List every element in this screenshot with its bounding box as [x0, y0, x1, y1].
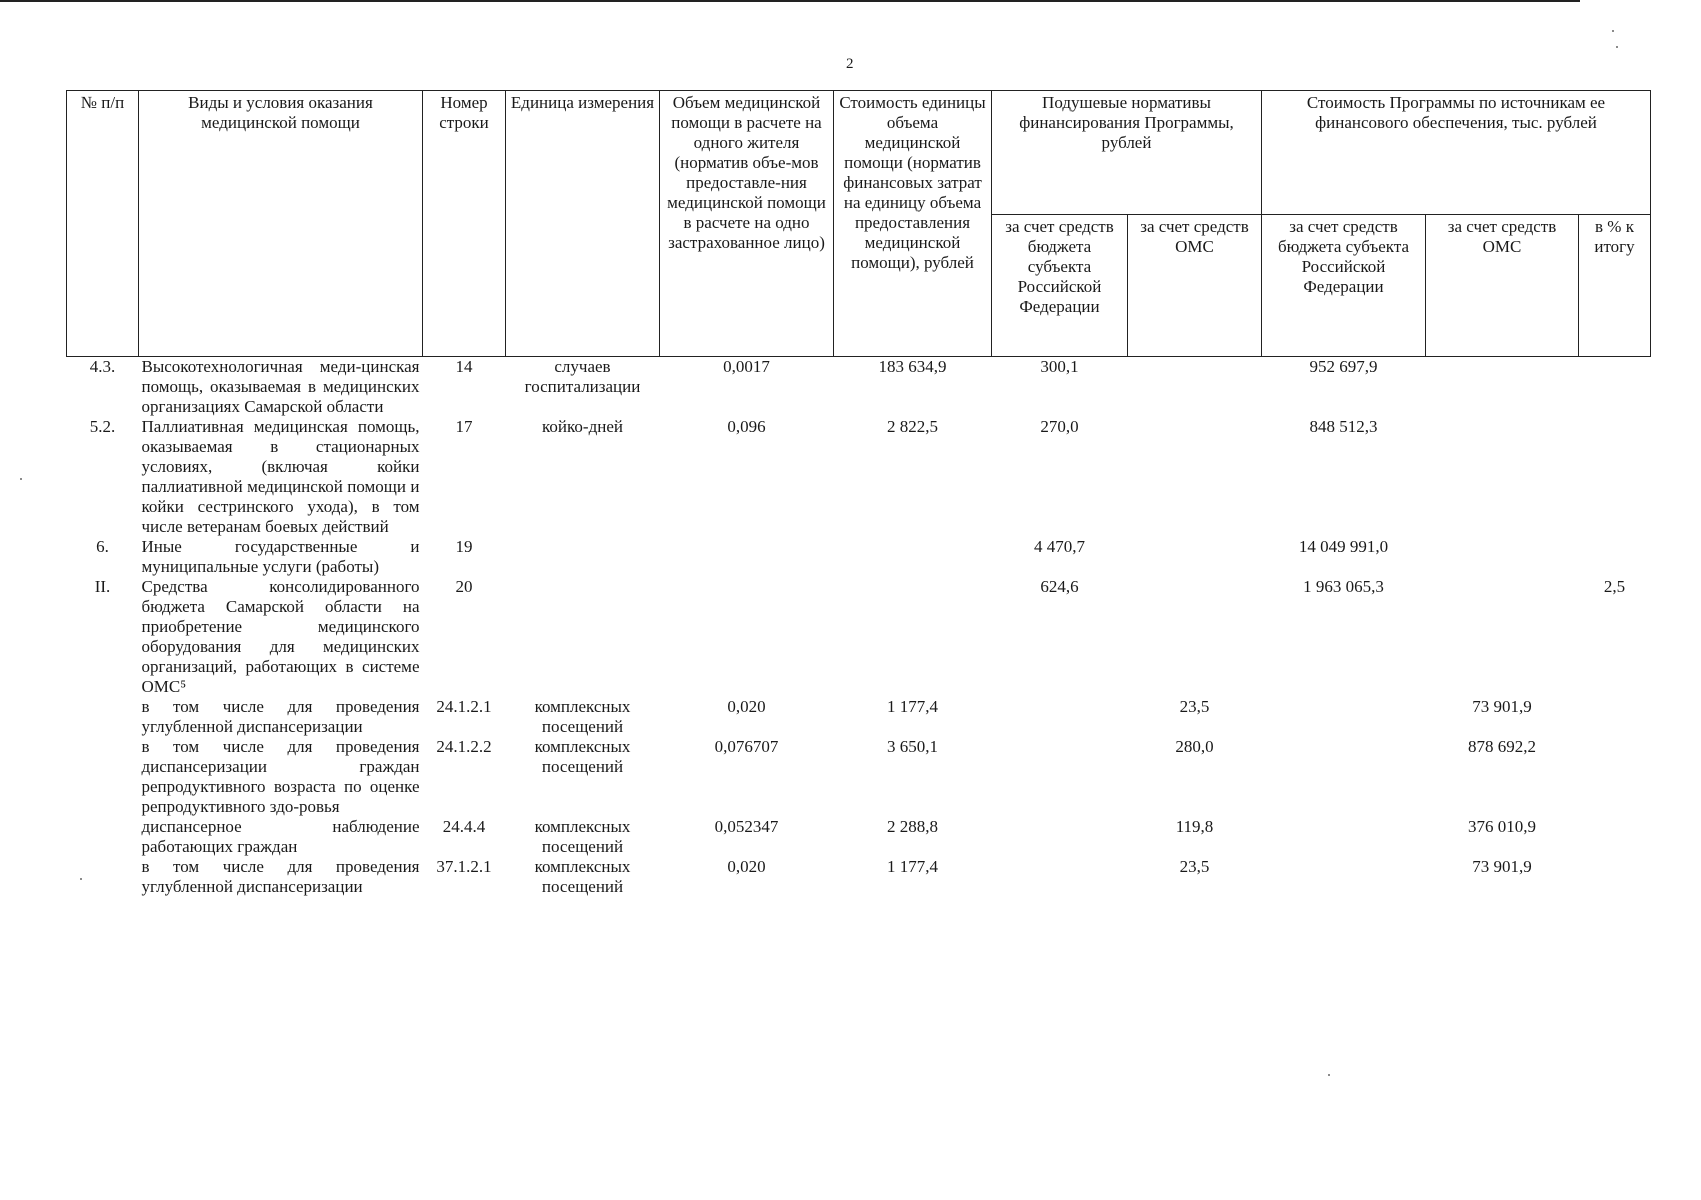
row-pr-budget: 1 963 065,3: [1303, 577, 1384, 596]
row-name: Иные государственные и муниципальные услуги (работы): [141, 537, 420, 576]
row-pr-oms: [1426, 537, 1579, 577]
row-pc-budget: [992, 737, 1128, 817]
row-name: Средства консолидированного бюджета Самарской области на приобретение медицинского оборудования для медицинских организаций, работающих в системе ОМС⁵: [141, 577, 420, 696]
row-line-no: 20: [455, 577, 473, 596]
table-row: [67, 737, 1651, 817]
row-num: II.: [94, 577, 111, 596]
row-cost: 1 177,4: [887, 857, 938, 876]
row-cost: [834, 577, 992, 697]
row-name: в том числе для проведения углубленной диспансеризации: [141, 857, 420, 896]
row-cost: [834, 537, 992, 577]
page-number: 2: [846, 56, 854, 72]
row-pct: [1579, 817, 1651, 857]
row-pc-oms: 119,8: [1175, 817, 1214, 836]
header-cost-unit: Стоимость единицы объема медицинской помощи (норматив финансовых затрат на единицу объема предоставления медицинской помощи), рублей: [834, 91, 992, 357]
table-row: [67, 417, 1651, 537]
row-pct: [1579, 417, 1651, 537]
row-unit: [506, 577, 660, 697]
header-pc-oms: за счет средств ОМС: [1128, 215, 1262, 357]
row-cost: 2 288,8: [887, 817, 938, 836]
row-unit: [506, 537, 660, 577]
row-cost: 183 634,9: [878, 357, 947, 376]
row-unit: комплексных посещений: [534, 737, 631, 776]
table-row: [67, 697, 1651, 737]
row-volume: [660, 537, 834, 577]
row-pc-oms: [1128, 417, 1262, 537]
row-unit: комплексных посещений: [534, 817, 631, 856]
row-line-no: 37.1.2.1: [436, 857, 492, 876]
row-pr-budget: 848 512,3: [1309, 417, 1378, 436]
row-pr-budget: [1262, 697, 1426, 737]
row-pc-budget: 624,6: [1040, 577, 1079, 596]
row-line-no: 24.1.2.1: [436, 697, 492, 716]
row-pr-budget: [1262, 857, 1426, 897]
row-volume: 0,076707: [714, 737, 779, 756]
header-pr-oms: за счет средств ОМС: [1426, 215, 1579, 357]
row-pr-oms: 376 010,9: [1468, 817, 1536, 836]
row-volume: 0,052347: [714, 817, 779, 836]
row-unit: комплексных посещений: [534, 697, 631, 736]
row-num: [67, 817, 139, 857]
program-cost-table: [66, 90, 1651, 897]
row-pc-oms: 23,5: [1179, 697, 1210, 716]
top-edge-line: [0, 0, 1580, 2]
row-pr-oms: 73 901,9: [1472, 697, 1532, 716]
row-pc-budget: [992, 857, 1128, 897]
row-pct: [1579, 697, 1651, 737]
row-cost: 2 822,5: [887, 417, 938, 436]
row-pr-budget: 14 049 991,0: [1298, 537, 1389, 556]
row-pr-budget: [1262, 817, 1426, 857]
row-pr-oms: 878 692,2: [1468, 737, 1536, 756]
row-name: в том числе для проведения диспансеризации граждан репродуктивного возраста по оценке репродуктивного здо-ровья: [141, 737, 420, 816]
header-kind: Виды и условия оказания медицинской помощи: [139, 91, 423, 357]
row-pct: [1579, 537, 1651, 577]
header-volume: Объем медицинской помощи в расчете на одного жителя (норматив объе-мов предоставле-ния медицинской помощи в расчете на одно застрахованное лицо): [660, 91, 834, 357]
row-pc-oms: [1128, 357, 1262, 418]
row-volume: [660, 577, 834, 697]
table-row: [67, 817, 1651, 857]
header-unit: Единица измерения: [506, 91, 660, 357]
row-pc-budget: [992, 697, 1128, 737]
row-cost: 3 650,1: [887, 737, 938, 756]
row-line-no: 24.4.4: [442, 817, 486, 836]
row-cost: 1 177,4: [887, 697, 938, 716]
row-pc-budget: 4 470,7: [1034, 537, 1085, 556]
row-unit: комплексных посещений: [534, 857, 631, 896]
header-program-cost: Стоимость Программы по источникам ее финансового обеспечения, тыс. рублей: [1262, 91, 1651, 215]
row-name: Высокотехнологичная меди-цинская помощь, оказываемая в медицинских организациях Самарской области: [141, 357, 420, 416]
row-line-no: 24.1.2.2: [436, 737, 492, 756]
row-pct: [1579, 857, 1651, 897]
row-line-no: 14: [455, 357, 473, 376]
table-row: [67, 357, 1651, 418]
scan-speck: [1612, 30, 1614, 32]
row-name: в том числе для проведения углубленной диспансеризации: [141, 697, 420, 736]
row-line-no: 17: [455, 417, 473, 436]
row-num: 4.3.: [89, 357, 116, 376]
row-pr-oms: [1426, 417, 1579, 537]
row-volume: 0,020: [727, 697, 766, 716]
row-pct: [1579, 737, 1651, 817]
row-pc-oms: [1128, 537, 1262, 577]
row-volume: 0,020: [727, 857, 766, 876]
header-pr-percent: в % к итогу: [1579, 215, 1651, 357]
row-num: [67, 857, 139, 897]
row-name: диспансерное наблюдение работающих граждан: [141, 817, 420, 856]
row-volume: 0,0017: [723, 357, 770, 376]
row-pr-budget: [1262, 737, 1426, 817]
row-line-no: 19: [455, 537, 473, 556]
row-num: 5.2.: [89, 417, 116, 436]
header-per-capita: Подушевые нормативы финансирования Программы, рублей: [992, 91, 1262, 215]
header-pc-budget: за счет средств бюджета субъекта Российской Федерации: [992, 215, 1128, 357]
row-pc-budget: 270,0: [1040, 417, 1079, 436]
header-pr-budget: за счет средств бюджета субъекта Российской Федерации: [1262, 215, 1426, 357]
row-pct: [1579, 357, 1651, 418]
row-volume: 0,096: [727, 417, 766, 436]
row-unit: койко-дней: [542, 417, 623, 436]
row-pct: 2,5: [1603, 577, 1626, 596]
scan-speck: [1328, 1074, 1330, 1076]
row-unit: случаев госпитализации: [524, 357, 641, 396]
header-num: № п/п: [67, 91, 139, 357]
scan-speck: [20, 478, 22, 480]
row-num: [67, 737, 139, 817]
row-pc-budget: 300,1: [1040, 357, 1079, 376]
table-row: [67, 537, 1651, 577]
row-pr-oms: [1426, 357, 1579, 418]
row-name: Паллиативная медицинская помощь, оказываемая в стационарных условиях, (включая койки паллиативной медицинской помощи и койки сестринского ухода), в том числе ветеранам боевых действий: [141, 417, 420, 536]
scan-speck: [80, 878, 82, 880]
row-pc-oms: 23,5: [1179, 857, 1210, 876]
row-pr-budget: 952 697,9: [1309, 357, 1378, 376]
row-pr-oms: 73 901,9: [1472, 857, 1532, 876]
header-row-no: Номер строки: [423, 91, 506, 357]
row-pr-oms: [1426, 577, 1579, 697]
row-pc-budget: [992, 817, 1128, 857]
row-pc-oms: [1128, 577, 1262, 697]
table-row: [67, 577, 1651, 697]
row-pc-oms: 280,0: [1175, 737, 1214, 756]
table-row: [67, 857, 1651, 897]
row-num: [67, 697, 139, 737]
row-num: 6.: [96, 537, 109, 556]
scan-speck: [1616, 46, 1618, 48]
